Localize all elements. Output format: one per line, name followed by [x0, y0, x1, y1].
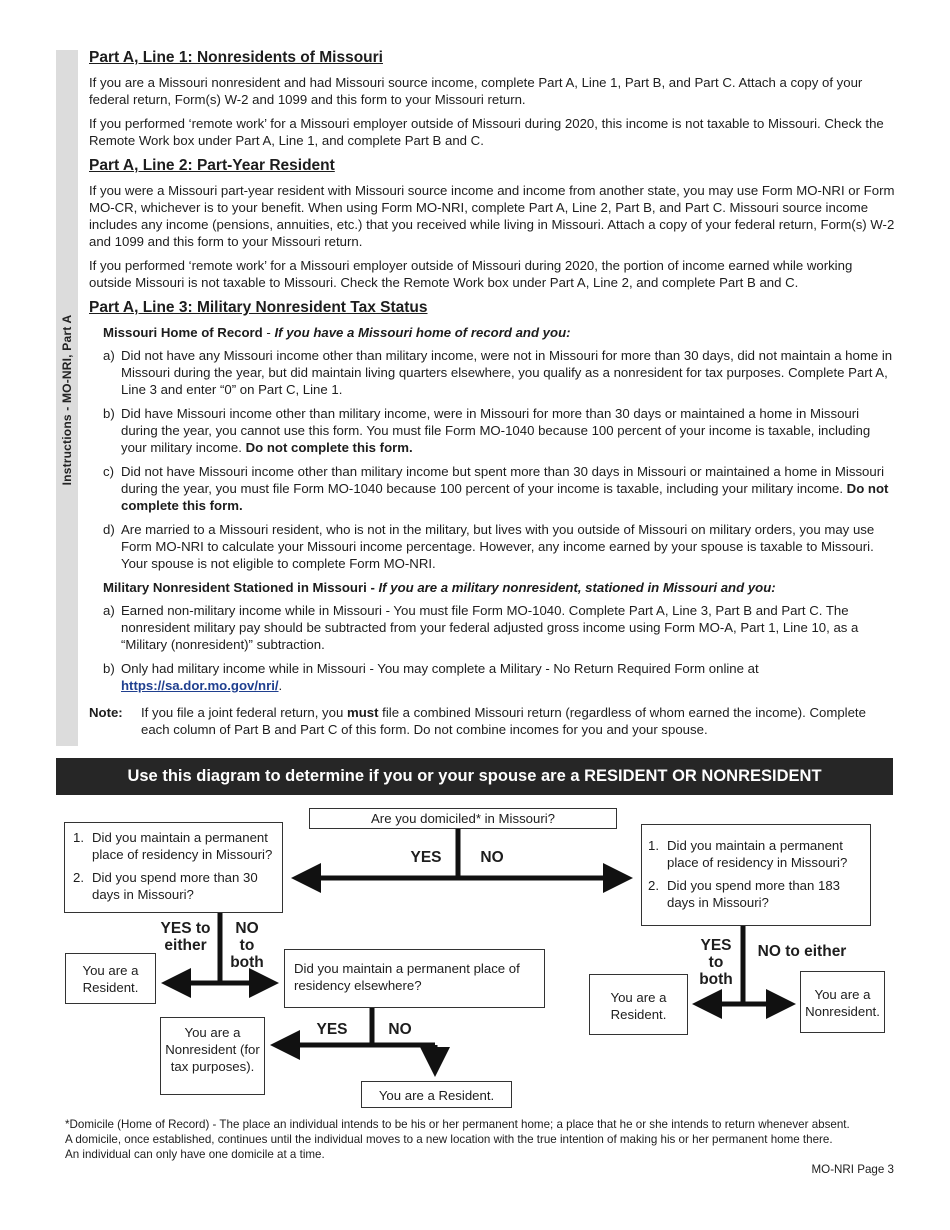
list-marker: a) — [103, 348, 115, 363]
stationed-subhead — [103, 579, 897, 596]
resident-right-box — [589, 974, 688, 1035]
list-item — [103, 347, 897, 398]
resident-bottom-text: You are a Resident. — [378, 1088, 495, 1103]
list-item — [103, 521, 897, 572]
line2-heading: Part A, Line 2: Part-Year Resident — [89, 157, 335, 174]
nonresident-right-box — [800, 971, 885, 1033]
line2-paragraph-2: If you performed ‘remote work’ for a Missouri employer outside of Missouri during 2020, the portion of income earned while working outside Missouri is not taxable to Missouri. Check the Remote Work box under Part A, Line 2, and complete Part B and C. — [89, 258, 853, 290]
stationed-subtitle: If you are a military nonresident, stationed in Missouri and you: — [378, 580, 776, 595]
footnote-line: A domicile, once established, continues until the individual moves to a new location with the true intention of making his or her permanent home there. — [65, 1133, 833, 1146]
left-question-2-text: Did you spend more than 30 days in Missouri? — [92, 870, 258, 902]
left-question-1 — [73, 829, 274, 863]
list-marker: d) — [103, 522, 115, 537]
left-question-1-text: Did you maintain a permanent place of residency in Missouri? — [92, 830, 273, 862]
home-of-record-title: Missouri Home of Record — [103, 325, 263, 340]
elsewhere-no-label: NO — [388, 1021, 412, 1038]
elsewhere-question-box — [284, 949, 545, 1008]
sidebar-label: Instructions - MO-NRI, Part A — [60, 314, 74, 486]
list-marker: b) — [103, 661, 115, 676]
line3-heading: Part A, Line 3: Military Nonresident Tax Status — [89, 299, 428, 316]
home-of-record-list — [103, 347, 897, 572]
domicile-question-text: Are you domiciled* in Missouri? — [371, 811, 555, 826]
list-item-text: Only had military income while in Missouri - You may complete a Military - No Return Required Form online at — [121, 661, 759, 676]
line2-paragraph-1: If you were a Missouri part-year resident with Missouri source income and income from another state, you may use Form MO-NRI or Form MO-CR, whichever is to your benefit. When using Form MO-NRI, complete Part A, Line 2, Part B, and Part C. Missouri source income includes any income (pensions, annuities, etc.) that you received while living in Missouri. Attach a copy of your federal return, Form(s) W-2 and 1099 and this form to your Missouri return. — [89, 183, 895, 249]
left-question-2-num: 2. — [73, 870, 84, 885]
no-to-either-label: NO to either — [757, 943, 847, 960]
stationed-title: Military Nonresident Stationed in Missouri - — [103, 580, 379, 595]
right-question-2 — [648, 877, 862, 911]
line1-heading: Part A, Line 1: Nonresidents of Missouri — [89, 49, 383, 66]
note-text — [141, 704, 897, 738]
list-item-text: Are married to a Missouri resident, who is not in the military, but lives with you outside of Missouri on military orders, you may use Form MO-NRI to calculate your Missouri income percentage. However, any income earned by your spouse is taxable to Missouri. Your spouse is not eligible to complete Form MO-NRI. — [121, 522, 875, 571]
resident-left-box — [65, 953, 156, 1004]
domicile-yes-label: YES — [410, 849, 442, 866]
domicile-question-box — [309, 808, 617, 829]
page-number: MO-NRI Page 3 — [811, 1163, 894, 1176]
list-item-bold: Do not complete this form. — [121, 481, 889, 513]
note-text-after: file a combined Missouri return (regardless of whom earned the income). Complete each column of Part B and Part C of this form. Do not combine incomes for you and your spouse. — [141, 705, 866, 737]
nonresident-tax-text: You are a Nonresident (for tax purposes). — [165, 1025, 260, 1074]
list-item-end: . — [278, 678, 283, 693]
list-marker: a) — [103, 603, 115, 618]
list-item-text: Did not have any Missouri income other than military income, were not in Missouri for more than 30 days, did not maintain a home in Missouri during the year, but did maintain living quarters elsewhere, you qualify as a nonresident for tax purposes. Complete Part A, Line 3 and enter “0” on Part C, Line 1. — [121, 348, 893, 397]
list-item-text: Earned non-military income while in Missouri - You must file Form MO-1040. Complete Part A, Line 3, Part B and Part C. The nonresident military pay should be subtracted from your federal adjusted gross income using Form MO-A, Part 1, Line 10, as a “Military (nonresident)” subtraction. — [121, 603, 859, 652]
domicile-no-label: NO — [480, 849, 504, 866]
home-of-record-sep: - — [262, 325, 275, 340]
right-question-2-num: 2. — [648, 878, 659, 893]
line1-paragraph-2: If you performed ‘remote work’ for a Missouri employer outside of Missouri during 2020, this income is not taxable to Missouri. Check the Remote Work box under Part A, Line 1, and complete Part B and C. — [89, 116, 884, 148]
domicile-footnote — [65, 1117, 885, 1162]
right-question-1 — [648, 837, 862, 871]
home-of-record-subtitle: If you have a Missouri home of record and you: — [274, 325, 571, 340]
list-item — [103, 660, 897, 694]
left-question-1-num: 1. — [73, 830, 84, 845]
right-questions-box — [641, 824, 871, 926]
nonresident-right-text: You are a Nonresident. — [805, 987, 880, 1019]
left-questions-box — [64, 822, 283, 913]
line1-paragraph-1: If you are a Missouri nonresident and had Missouri source income, complete Part A, Line 1, Part B, and Part C. Attach a copy of your federal return, Form(s) W-2 and 1099 and this form to your Missouri return. — [89, 75, 863, 107]
nri-link[interactable]: https://sa.dor.mo.gov/nri/ — [121, 678, 279, 693]
footnote-line: An individual can only have one domicile at a time. — [65, 1148, 325, 1161]
left-question-2 — [73, 869, 274, 903]
yes-to-either-label: YES to either — [160, 920, 211, 954]
resident-right-text: You are a Resident. — [610, 990, 667, 1022]
home-of-record-subhead — [103, 324, 897, 341]
stationed-list — [103, 602, 897, 694]
yes-to-both-label: YES to both — [699, 937, 733, 988]
list-item — [103, 405, 897, 456]
note — [89, 704, 897, 738]
note-label: Note: — [89, 705, 123, 720]
list-item-bold: Do not complete this form. — [245, 440, 413, 455]
elsewhere-question-text: Did you maintain a permanent place of residency elsewhere? — [294, 961, 520, 993]
no-to-both-label: NO to both — [230, 920, 264, 971]
list-item — [103, 602, 897, 653]
note-must: must — [346, 705, 379, 720]
resident-left-text: You are a Resident. — [82, 963, 139, 995]
instructions-content — [89, 44, 897, 738]
list-item-text: Did not have Missouri income other than military income but spent more than 30 days in Missouri or maintained a home in Missouri during the year, you must file Form MO-1040 because 100 percent of your income is taxable, including your military income. — [121, 464, 885, 496]
list-marker: b) — [103, 406, 115, 421]
right-question-1-text: Did you maintain a permanent place of residency in Missouri? — [667, 838, 848, 870]
list-marker: c) — [103, 464, 114, 479]
right-question-2-text: Did you spend more than 183 days in Missouri? — [667, 878, 841, 910]
elsewhere-yes-label: YES — [316, 1021, 348, 1038]
nonresident-tax-box — [160, 1017, 265, 1095]
right-question-1-num: 1. — [648, 838, 659, 853]
list-item-text: Did have Missouri income other than military income, were in Missouri for more than 30 days or maintained a home in Missouri during the year, you cannot use this form. You must file Form MO-1040 because 100 percent of your income is taxable, including your military income. — [121, 406, 871, 455]
footnote-line: *Domicile (Home of Record) - The place an individual intends to be his or her permanent home; a place that he or she intends to return whenever absent. — [65, 1118, 850, 1131]
list-item — [103, 463, 897, 514]
diagram-banner: Use this diagram to determine if you or your spouse are a RESIDENT OR NONRESIDENT — [56, 758, 893, 795]
resident-bottom-box — [361, 1081, 512, 1108]
note-text-before: If you file a joint federal return, you — [141, 705, 347, 720]
